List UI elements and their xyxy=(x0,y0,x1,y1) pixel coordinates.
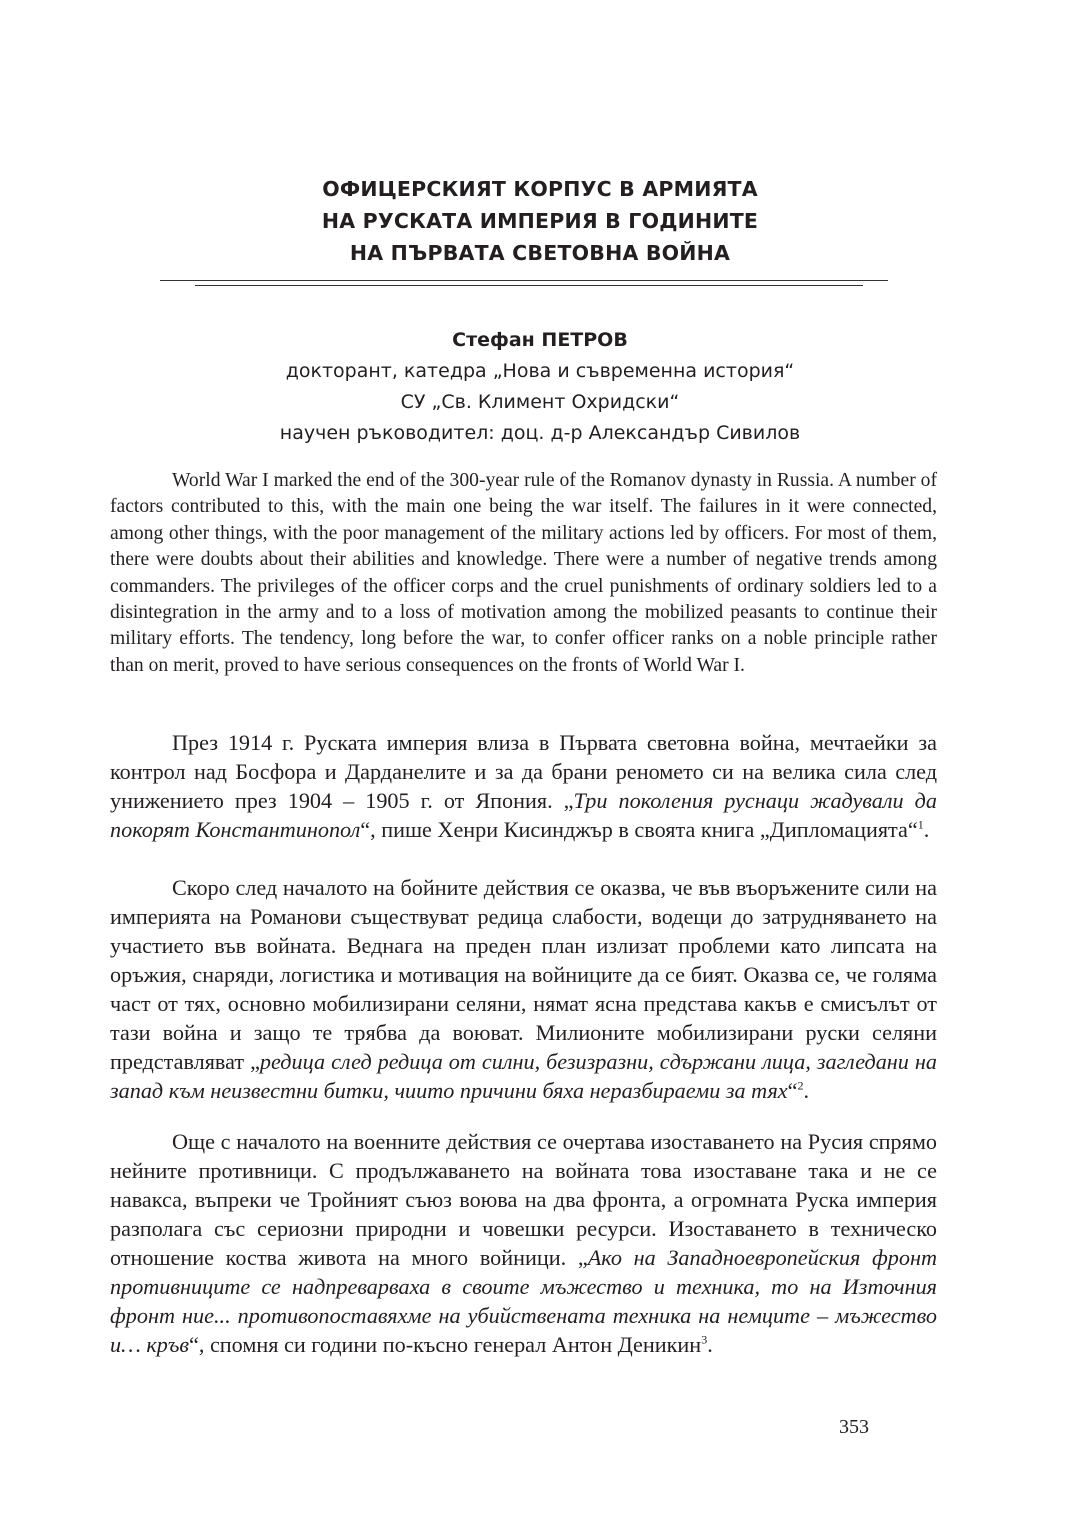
paragraph-text: През 1914 г. Руската империя влиза в Първата световна война, мечтаейки за контрол над Босфора и Дарданелите и за да брани реномето си на велика сила след унижението през 1904 – 1905 г. от Япония. „ xyxy=(110,730,937,813)
paragraph-text: Още с началото на военните действия се очертава изоставането на Русия спрямо нейните противници. С продължаването на войната това изоставане така и не се навакса, въпреки че Тройният съюз воюва на два фронта, а огромната Руска империя разполага със сериозни природни и човешки ресурси. Изоставането в техническо отношение коства живота на много войници. „ xyxy=(110,1129,937,1270)
quotation: Ако на Западноевропейския фронт противниците се надпреварваха в своите мъжество и техника, то на Източния фронт ние... противопоставяхме на убийствената техника на немците – мъжество и… кръв xyxy=(110,1245,937,1357)
footnote-marker: 2 xyxy=(797,1078,804,1093)
author-university: СУ „Св. Климент Охридски“ xyxy=(400,391,680,413)
title-divider-top xyxy=(160,280,888,281)
paragraph-end: . xyxy=(923,817,930,842)
author-block xyxy=(0,325,1080,449)
body-paragraph-1 xyxy=(110,728,937,844)
title-line-3: НА ПЪРВАТА СВЕТОВНА ВОЙНА xyxy=(349,241,731,265)
author-position: докторант, катедра „Нова и съвременна история“ xyxy=(285,360,795,382)
title-line-2: НА РУСКАТА ИМПЕРИЯ В ГОДИНИТЕ xyxy=(321,209,759,233)
page-number: 353 xyxy=(839,1416,869,1438)
title-divider-bottom xyxy=(195,285,863,286)
body-paragraph-3 xyxy=(110,1127,937,1359)
author-supervisor: научен ръководител: доц. д-р Александър Сивилов xyxy=(279,422,801,444)
paragraph-end: . xyxy=(803,1078,810,1103)
paragraph-text: “, пише Хенри Кисинджър в своята книга „Дипломацията“ xyxy=(360,817,918,842)
paragraph-end: . xyxy=(707,1332,713,1357)
body-paragraph-2 xyxy=(110,873,937,1105)
quotation: Три поколения руснаци жадували да покорят Константинопол xyxy=(110,788,937,842)
abstract: World War I marked the end of the 300-year rule of the Romanov dynasty in Russia. A number of factors contributed to this, with the main one being the war itself. The failures in it were connected, among other things, with the poor management of the military actions led by officers. For most of them, there were doubts about their abilities and knowledge. There were a number of negative trends among commanders. The privileges of the officer corps and the cruel punishments of ordinary soldiers led to a disintegration in the army and to a loss of motivation among the mobilized peasants to continue their military efforts. The tendency, long before the war, to confer officer ranks on a noble principle rather than on merit, proved to have serious consequences on the fronts of World War I. xyxy=(110,470,937,676)
paragraph-text: “, спомня си години по-късно генерал Антон Деникин xyxy=(189,1332,702,1357)
footnote-marker: 3 xyxy=(701,1332,708,1347)
paragraph-text: Скоро след началото на бойните действия се оказва, че във въоръжените сили на империята на Романови съществуват редица слабости, водещи до затрудняването на участието във войната. Веднага на преден план излизат проблеми като липсата на оръжия, снаряди, логистика и мотивация на войниците да се бият. Оказва се, че голяма част от тях, основно мобилизирани селяни, нямат ясна представа какъв е смисълът от тази война и защо те трябва да воюват. Милионите мобилизирани руски селяни представляват „ xyxy=(110,875,937,1074)
quotation: редица след редица от силни, безизразни, сдържани лица, загледани на запад към неизвестни битки, чиито причини бяха неразбираеми за тях xyxy=(110,1049,937,1103)
title-line-1: ОФИЦЕРСКИЯТ КОРПУС В АРМИЯТА xyxy=(322,177,758,201)
paragraph-text: “ xyxy=(787,1078,798,1103)
article-title xyxy=(0,173,1080,269)
author-name: Стефан ПЕТРОВ xyxy=(452,329,628,351)
footnote-marker: 1 xyxy=(917,817,924,832)
